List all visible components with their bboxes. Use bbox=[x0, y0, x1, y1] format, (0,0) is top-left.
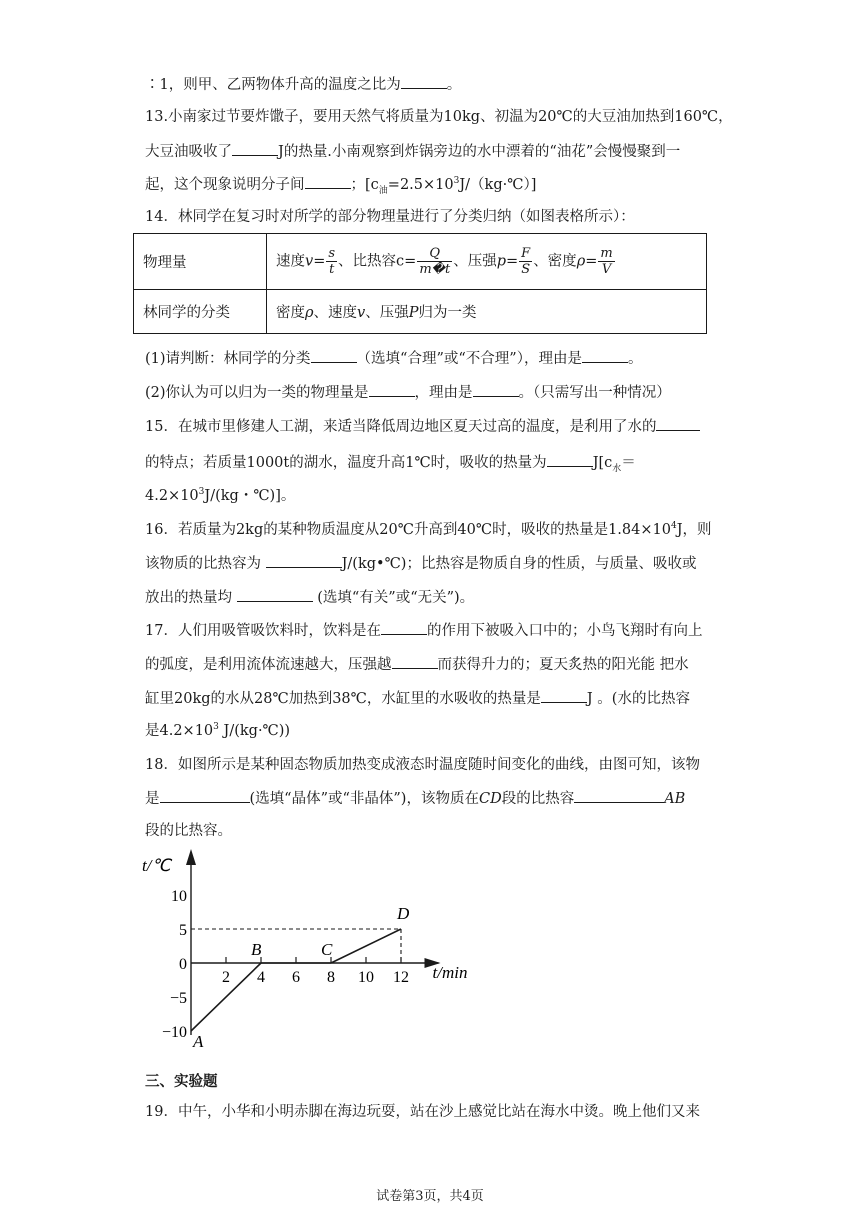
formula-var: v bbox=[305, 253, 314, 270]
q16-blank1[interactable] bbox=[266, 553, 342, 568]
fraction-num: s bbox=[328, 246, 336, 261]
table-row bbox=[134, 234, 707, 290]
fraction-num: m bbox=[600, 246, 613, 261]
q17-text: 的作用下被吸入口中的；小鸟飞翔时有向上 bbox=[426, 623, 703, 639]
q17-blank2[interactable] bbox=[392, 654, 438, 669]
q18-line2 bbox=[145, 788, 685, 809]
q17-text: 17．人们用吸管吸饮料时，饮料是在 bbox=[145, 623, 381, 639]
q18-line1: 18．如图所示是某种固态物质加热变成液态时温度随时间变化的曲线，由图可知，该物 bbox=[145, 757, 700, 773]
q13-blank1[interactable] bbox=[232, 141, 278, 156]
section-title: 三、实验题 bbox=[145, 1074, 218, 1090]
q18-segment: AB bbox=[664, 791, 686, 807]
q14-text: 。 bbox=[627, 351, 643, 367]
cell-text: 、压强 bbox=[365, 305, 409, 321]
x-tick-label: 4 bbox=[257, 969, 265, 986]
cell-text: 密度 bbox=[276, 305, 305, 321]
q14-text: (2)你认为可以归为一类的物理量是 bbox=[145, 385, 369, 401]
q13-line3 bbox=[145, 174, 536, 195]
q16-line1 bbox=[145, 520, 712, 540]
x-axis-label: t/min bbox=[432, 963, 468, 982]
x-tick-label: 12 bbox=[393, 969, 409, 986]
q19-line1: 19．中午，小华和小明赤脚在海边玩耍，站在沙上感觉比站在海水中烫。晚上他们又来 bbox=[145, 1104, 700, 1120]
x-tick-label: 8 bbox=[327, 969, 335, 986]
q18-blank2[interactable] bbox=[574, 788, 664, 803]
fraction-num: F bbox=[521, 246, 531, 261]
formula-var: p bbox=[496, 253, 506, 270]
formula-text: 、压强 bbox=[453, 253, 497, 270]
y-tick-label: 10 bbox=[171, 888, 187, 905]
q15-text: 4.2×10 bbox=[145, 488, 199, 504]
q13-text: J/（kg·℃）] bbox=[459, 177, 537, 193]
q16-text: (选填“有关”或“无关”)。 bbox=[317, 590, 475, 606]
q17-line4 bbox=[145, 721, 290, 741]
table-cell-label: 物理量 bbox=[134, 234, 267, 290]
y-tick-label: 0 bbox=[179, 956, 187, 973]
temperature-time-graph bbox=[140, 845, 468, 1051]
q12-text: ∶1，则甲、乙两物体升高的温度之比为 bbox=[145, 77, 401, 93]
q13-line1: 13.小南家过节要炸馓子，要用天然气将质量为10kg、初温为20℃的大豆油加热到160℃， bbox=[145, 109, 733, 125]
classification-table bbox=[133, 233, 707, 334]
q17-line1 bbox=[145, 620, 702, 641]
q15-blank1[interactable] bbox=[656, 416, 700, 431]
q13-text: 起，这个现象说明分子间 bbox=[145, 177, 305, 193]
q13-text: J的热量.小南观察到炸锅旁边的水中漂着的“油花”会慢慢聚到一 bbox=[278, 144, 681, 160]
q17-text: 的弧度，是利用流体流速越大，压强越 bbox=[145, 657, 392, 673]
q18-line3: 段的比热容。 bbox=[145, 823, 232, 839]
table-cell-classification bbox=[267, 290, 707, 334]
fraction-den: V bbox=[601, 262, 612, 277]
q18-segment: CD bbox=[478, 791, 502, 807]
cell-text: 归为一类 bbox=[418, 305, 477, 321]
fraction-den: t bbox=[329, 262, 335, 277]
q17-blank3[interactable] bbox=[541, 688, 587, 703]
q17-sup: 3 bbox=[213, 722, 219, 733]
point-label-b: B bbox=[251, 940, 262, 959]
q14-blank3[interactable] bbox=[369, 382, 415, 397]
q17-line2 bbox=[145, 654, 689, 675]
q15-blank2[interactable] bbox=[547, 452, 593, 467]
q15-sub: 水 bbox=[612, 463, 622, 474]
q13-text: ；[c bbox=[350, 177, 379, 193]
q15-text: 的特点；若质量1000t的湖水，温度升高1℃时，吸收的热量为 bbox=[145, 455, 547, 471]
q12-text-end: 。 bbox=[446, 77, 462, 93]
q14-line1: 14．林同学在复习时对所学的部分物理量进行了分类归纳（如图表格所示）： bbox=[145, 209, 635, 225]
q14-blank4[interactable] bbox=[473, 382, 519, 397]
q16-sup: 4 bbox=[670, 521, 677, 532]
q16-blank2[interactable] bbox=[237, 587, 313, 602]
q15-text: J[c bbox=[592, 455, 613, 471]
y-tick-label: −10 bbox=[161, 1024, 187, 1041]
q17-text: J 。(水的比热容 bbox=[586, 691, 690, 707]
fraction bbox=[326, 246, 337, 277]
q13-line2 bbox=[145, 141, 680, 162]
y-tick-label: −5 bbox=[169, 990, 187, 1007]
q18-blank1[interactable] bbox=[160, 788, 250, 803]
q16-text: 16．若质量为2kg的某种物质温度从20℃升高到40℃时，吸收的热量是1.84×10 bbox=[145, 522, 671, 538]
x-tick-label: 2 bbox=[222, 969, 230, 986]
q16-text: J/(kg•℃)；比热容是物质自身的性质，与质量、吸收或 bbox=[341, 556, 697, 572]
q13-sub: 油 bbox=[378, 185, 388, 196]
q15-text: J/(kg・℃)]。 bbox=[204, 488, 296, 504]
q17-text: 缸里20kg的水从28℃加热到38℃，水缸里的水吸收的热量是 bbox=[145, 691, 541, 707]
q13-blank2[interactable] bbox=[305, 174, 351, 189]
q14-blank1[interactable] bbox=[311, 348, 357, 363]
q15-line1 bbox=[145, 416, 700, 437]
q13-text: =2.5×10 bbox=[387, 177, 454, 193]
fraction-den: S bbox=[521, 262, 531, 277]
q13-sup: 3 bbox=[453, 176, 460, 187]
q14-sub1 bbox=[145, 348, 642, 369]
q15-text: 15．在城市里修建人工湖，来适当降低周边地区夏天过高的温度，是利用了水的 bbox=[145, 419, 657, 435]
y-axis-label: t/℃ bbox=[142, 856, 171, 875]
q18-text: 段的比热容 bbox=[501, 791, 575, 807]
q12-blank[interactable] bbox=[401, 74, 447, 89]
table-row bbox=[134, 290, 707, 334]
q14-text: ，理由是 bbox=[414, 385, 473, 401]
q14-text: (1)请判断：林同学的分类 bbox=[145, 351, 311, 367]
formula-text: 、比热容c= bbox=[338, 253, 417, 270]
q16-line3 bbox=[145, 587, 474, 608]
cell-text: 、速度 bbox=[313, 305, 358, 321]
q16-text: J，则 bbox=[676, 522, 712, 538]
q15-sup: 3 bbox=[198, 487, 205, 498]
x-tick-label: 10 bbox=[358, 969, 374, 986]
q14-text: （选填“合理”或“不合理”），理由是 bbox=[356, 351, 582, 367]
q17-line3 bbox=[145, 688, 690, 709]
q18-text: (选填“晶体”或“非晶体”)，该物质在 bbox=[249, 791, 479, 807]
point-label-a: A bbox=[193, 1032, 204, 1051]
formula-var: ρ bbox=[576, 253, 586, 270]
fraction bbox=[519, 246, 532, 277]
q16-text: 该物质的比热容为 bbox=[145, 556, 261, 572]
q15-line3 bbox=[145, 486, 295, 506]
point-label-d: D bbox=[397, 904, 410, 923]
q17-text: J/(kg·℃)) bbox=[218, 723, 291, 739]
point-label-c: C bbox=[321, 940, 333, 959]
table-cell-label: 林同学的分类 bbox=[134, 290, 267, 334]
fraction bbox=[598, 246, 614, 277]
q14-sub2 bbox=[145, 382, 671, 403]
page-footer: 试卷第3页，共4页 bbox=[376, 1189, 484, 1204]
formula-text: 、密度 bbox=[533, 253, 577, 270]
fraction-den: m�t bbox=[419, 262, 451, 277]
cell-var: ρ bbox=[305, 305, 314, 321]
table-cell-formulas: 速度v= $\frac{s}{t}$ 、比热容c= $\frac{Q}{m�t}$ 、压强p= $\frac{F}{S}$ 、密度ρ= $\frac{m}{V}$ bbox=[267, 234, 707, 290]
fraction bbox=[417, 246, 452, 277]
q15-text: ＝ bbox=[621, 455, 636, 471]
q14-text: 。（只需写出一种情况） bbox=[518, 385, 671, 401]
q17-text: 而获得升力的；夏天炙热的阳光能 把水 bbox=[437, 657, 689, 673]
x-tick-label: 6 bbox=[292, 969, 300, 986]
fraction-num: Q bbox=[417, 246, 452, 262]
q17-text: 是4.2×10 bbox=[145, 723, 214, 739]
q15-line2 bbox=[145, 452, 636, 473]
q18-text: 是 bbox=[145, 791, 160, 807]
q17-blank1[interactable] bbox=[381, 620, 427, 635]
cell-var: P bbox=[408, 305, 419, 321]
formula-text: 速度 bbox=[276, 253, 305, 270]
q14-blank2[interactable] bbox=[582, 348, 628, 363]
q16-text: 放出的热量均 bbox=[145, 590, 232, 606]
q13-text: 大豆油吸收了 bbox=[145, 144, 232, 160]
y-axis-arrow bbox=[186, 849, 196, 865]
cell-var: v bbox=[357, 305, 366, 321]
q16-line2 bbox=[145, 553, 696, 574]
y-tick-label: 5 bbox=[179, 922, 187, 939]
q12-tail bbox=[145, 74, 461, 95]
